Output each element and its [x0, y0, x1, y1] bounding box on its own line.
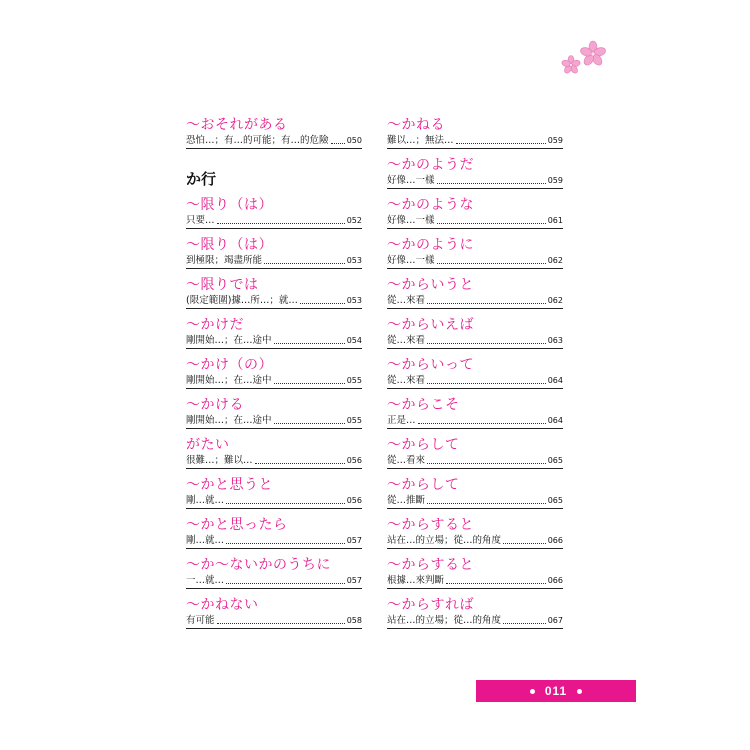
entry-heading: 〜かけだ	[186, 317, 244, 333]
entry-heading: 〜からいえば	[387, 317, 474, 333]
entry-meaning: 有可能	[186, 615, 215, 626]
dot-leader	[456, 142, 546, 144]
entry-definition	[387, 615, 563, 629]
dot-leader	[255, 462, 345, 464]
entry-page: 061	[547, 216, 563, 225]
entry-definition	[387, 175, 563, 189]
entry-page: 058	[346, 616, 362, 625]
entry-definition	[387, 575, 563, 589]
toc-entry	[186, 556, 362, 596]
dot-leader	[427, 382, 546, 384]
dot-leader	[264, 262, 345, 264]
dot-leader	[503, 622, 546, 624]
entry-heading: 〜かねない	[186, 597, 259, 613]
bullet-icon	[530, 689, 535, 694]
entry-page: 064	[547, 416, 563, 425]
entry-page: 053	[346, 256, 362, 265]
entry-page: 062	[547, 296, 563, 305]
toc-entry	[186, 396, 362, 436]
dot-leader	[300, 302, 345, 304]
entry-page: 050	[346, 136, 362, 145]
dot-leader	[427, 462, 546, 464]
toc-entry	[186, 436, 362, 476]
toc-entry	[387, 436, 563, 476]
entry-meaning: 剛…就…	[186, 495, 225, 506]
entry-heading: 〜からすると	[387, 517, 474, 533]
entry-heading: 〜からこそ	[387, 397, 460, 413]
entry-page: 067	[547, 616, 563, 625]
entry-definition	[387, 415, 563, 429]
toc-entry	[387, 356, 563, 396]
entry-definition	[186, 255, 362, 269]
dot-leader	[226, 502, 345, 504]
dot-leader	[418, 422, 546, 424]
entry-definition	[186, 535, 362, 549]
entry-definition	[186, 615, 362, 629]
entry-definition	[387, 135, 563, 149]
entry-definition	[186, 495, 362, 509]
entry-meaning: 站在…的立場；從…的角度	[387, 535, 502, 546]
entry-heading: 〜からいって	[387, 357, 474, 373]
toc-entry	[387, 516, 563, 556]
toc-entry	[186, 196, 362, 236]
entry-heading: 〜からすると	[387, 557, 474, 573]
entry-meaning: 到極限；竭盡所能	[186, 255, 263, 266]
entry-definition	[186, 135, 362, 149]
toc-entry	[387, 196, 563, 236]
dot-leader	[437, 262, 546, 264]
entry-page: 053	[346, 296, 362, 305]
entry-heading: 〜限りでは	[186, 277, 259, 293]
toc-entry	[387, 236, 563, 276]
entry-meaning: 好像…一樣	[387, 255, 435, 266]
dot-leader	[427, 302, 546, 304]
entry-page: 065	[547, 496, 563, 505]
toc-entry	[186, 236, 362, 276]
entry-heading: 〜限り（は）	[186, 197, 273, 213]
entry-page: 059	[547, 176, 563, 185]
dot-leader	[274, 382, 345, 384]
dot-leader	[503, 542, 546, 544]
left-column	[186, 116, 362, 156]
entry-meaning: 好像…一樣	[387, 175, 435, 186]
entry-meaning: 從…來看	[387, 295, 426, 306]
entry-heading: 〜かのように	[387, 237, 474, 253]
entry-definition	[387, 295, 563, 309]
dot-leader	[217, 622, 345, 624]
toc-entry	[186, 476, 362, 516]
dot-leader	[217, 222, 345, 224]
entry-meaning: 從…推斷	[387, 495, 426, 506]
dot-leader	[437, 222, 546, 224]
entry-definition	[186, 295, 362, 309]
dot-leader	[226, 582, 345, 584]
dot-leader	[427, 342, 546, 344]
entry-definition	[186, 415, 362, 429]
entry-page: 059	[547, 136, 563, 145]
entry-heading: 〜か〜ないかのうちに	[186, 557, 331, 573]
entry-heading: がたい	[186, 437, 230, 453]
entry-definition	[387, 375, 563, 389]
entry-meaning: 一…就…	[186, 575, 225, 586]
entry-definition	[186, 335, 362, 349]
dot-leader	[331, 142, 345, 144]
dot-leader	[274, 342, 345, 344]
entry-heading: 〜かける	[186, 397, 244, 413]
entry-heading: 〜からして	[387, 437, 460, 453]
bullet-icon	[577, 689, 582, 694]
entry-meaning: 很難…；難以…	[186, 455, 253, 466]
left-column-entries	[186, 196, 362, 636]
entry-meaning: 剛…就…	[186, 535, 225, 546]
entry-meaning: (限定範圍)據…所…；就…	[186, 295, 298, 306]
entry-heading: 〜かけ（の）	[186, 357, 273, 373]
dot-leader	[226, 542, 345, 544]
right-column	[387, 116, 563, 636]
entry-page: 056	[346, 456, 362, 465]
toc-entry	[387, 596, 563, 636]
entry-meaning: 剛開始…；在…途中	[186, 415, 272, 426]
sakura-icon	[555, 40, 615, 80]
entry-meaning: 從…看來	[387, 455, 426, 466]
entry-page: 055	[346, 416, 362, 425]
entry-heading: 〜からして	[387, 477, 460, 493]
entry-meaning: 好像…一樣	[387, 215, 435, 226]
entry-definition	[387, 335, 563, 349]
dot-leader	[437, 182, 546, 184]
entry-heading: 〜かねる	[387, 117, 445, 133]
entry-definition	[186, 455, 362, 469]
section-title: か行	[186, 170, 217, 188]
entry-meaning: 恐怕…；有…的可能；有…的危險	[186, 135, 329, 146]
entry-meaning: 站在…的立場；從…的角度	[387, 615, 502, 626]
toc-entry	[387, 316, 563, 356]
entry-page: 064	[547, 376, 563, 385]
dot-leader	[446, 582, 546, 584]
entry-heading: 〜かと思ったら	[186, 517, 288, 533]
dot-leader	[274, 422, 345, 424]
entry-page: 055	[346, 376, 362, 385]
entry-heading: 〜限り（は）	[186, 237, 273, 253]
toc-entry	[387, 276, 563, 316]
toc-entry	[186, 276, 362, 316]
entry-page: 056	[346, 496, 362, 505]
toc-entry	[186, 316, 362, 356]
entry-heading: 〜からすれば	[387, 597, 474, 613]
entry-definition	[387, 215, 563, 229]
entry-page: 057	[346, 576, 362, 585]
entry-page: 057	[346, 536, 362, 545]
entry-page: 066	[547, 576, 563, 585]
entry-meaning: 根據…來判斷	[387, 575, 445, 586]
entry-page: 054	[346, 336, 362, 345]
entry-definition	[387, 455, 563, 469]
entry-definition	[186, 215, 362, 229]
entry-heading: 〜かのような	[387, 197, 474, 213]
toc-entry	[387, 396, 563, 436]
entry-definition	[387, 535, 563, 549]
entry-meaning: 剛開始…；在…途中	[186, 335, 272, 346]
entry-definition	[387, 255, 563, 269]
toc-entry	[186, 356, 362, 396]
entry-meaning: 難以…；無法…	[387, 135, 454, 146]
toc-entry	[186, 116, 362, 156]
entry-heading: 〜かのようだ	[387, 157, 474, 173]
entry-page: 063	[547, 336, 563, 345]
entry-heading: 〜おそれがある	[186, 117, 288, 133]
page-number: 011	[544, 684, 568, 698]
entry-page: 066	[547, 536, 563, 545]
entry-page: 062	[547, 256, 563, 265]
toc-entry	[387, 556, 563, 596]
entry-definition	[186, 375, 362, 389]
entry-meaning: 正是…	[387, 415, 416, 426]
entry-meaning: 剛開始…；在…途中	[186, 375, 272, 386]
entry-heading: 〜からいうと	[387, 277, 474, 293]
entry-meaning: 從…來看	[387, 335, 426, 346]
toc-entry	[186, 596, 362, 636]
dot-leader	[427, 502, 546, 504]
entry-definition	[186, 575, 362, 589]
entry-definition	[387, 495, 563, 509]
page-number-tab	[476, 680, 636, 702]
entry-page: 052	[346, 216, 362, 225]
entry-heading: 〜かと思うと	[186, 477, 273, 493]
entry-meaning: 只要…	[186, 215, 215, 226]
toc-entry	[387, 156, 563, 196]
toc-entry	[387, 116, 563, 156]
toc-entry	[387, 476, 563, 516]
entry-meaning: 從…來看	[387, 375, 426, 386]
toc-entry	[186, 516, 362, 556]
entry-page: 065	[547, 456, 563, 465]
